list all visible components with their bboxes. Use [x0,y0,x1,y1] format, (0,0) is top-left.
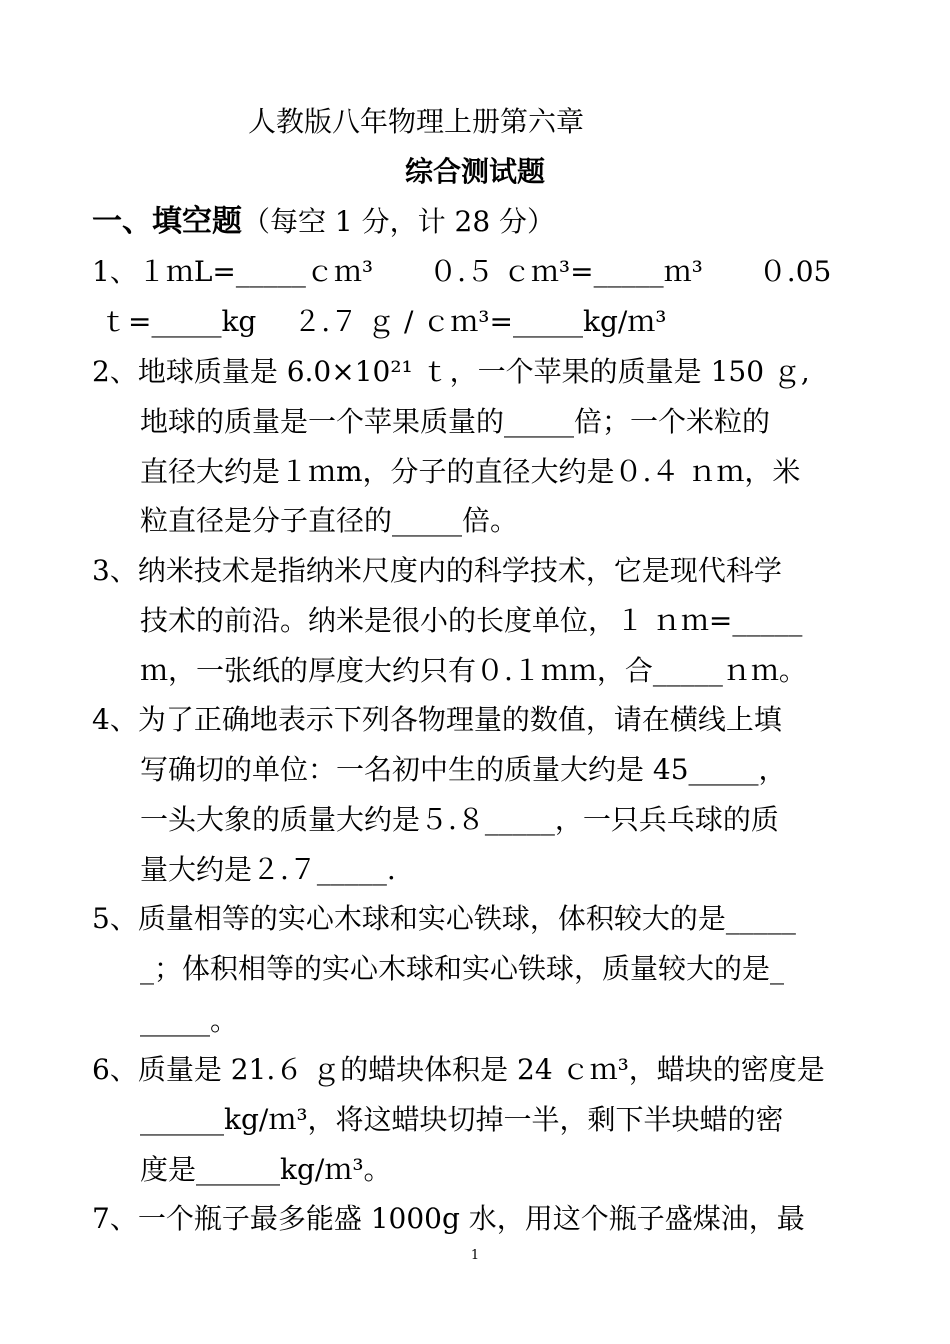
question-3-line-3: ｍ，一张纸的厚度大约只有０.１ｍｍ，合_____ｎｍ。 [140,654,807,687]
question-2-line-2: 地球的质量是一个苹果质量的_____倍；一个米粒的 [140,405,771,438]
question-4-line-4: 量大约是２.７_____. [140,853,396,886]
question-5-line-1: 5、质量相等的实心木球和实心铁球，体积较大的是_____ [92,902,796,935]
question-3-line-1: 3、纳米技术是指纳米尺度内的科学技术，它是现代科学 [92,554,782,587]
document-subtitle: 综合测试题 [404,155,545,188]
question-2-line-4: 粒直径是分子直径的_____倍。 [140,504,519,537]
page-number: 1 [470,1248,480,1263]
question-4-line-1: 4、为了正确地表示下列各物理量的数值，请在横线上填 [92,703,782,736]
section-heading [92,200,555,244]
question-6-line-1: 6、质量是 21.６ ｇ的蜡块体积是 24 ｃｍ³，蜡块的密度是 [92,1053,825,1086]
question-3-line-2: 技术的前沿。纳米是很小的长度单位，１ ｎｍ=_____ [140,604,803,637]
question-2-line-3: 直径大约是１ｍm，分子的直径大约是０.４ ｎｍ，米 [140,455,801,488]
question-2-line-1: 2、地球质量是 6.0×10²¹ ｔ，一个苹果的质量是 150 ｇ, [92,355,810,388]
question-4-line-2: 写确切的单位：一名初中生的质量大约是 45_____， [140,753,787,786]
question-6-line-3: 度是______kg/ｍ³。 [140,1153,392,1186]
question-5-line-2: _；体积相等的实心木球和实心铁球，质量较大的是_ [140,952,785,985]
question-6-line-2: ______kg/ｍ³，将这蜡块切掉一半，剩下半块蜡的密 [140,1103,784,1136]
question-4-line-3: 一头大象的质量大约是５.８_____，一只兵乓球的质 [140,803,779,836]
section-heading-note: （每空 1 分，计 28 分） [242,205,556,238]
question-7-line-1: 7、一个瓶子最多能盛 1000g 水，用这个瓶子盛煤油，最 [92,1202,805,1235]
question-1-line-1: 1、１ｍL=_____ｃｍ³ ０.５ ｃｍ³=_____ｍ³ ０.05 [92,255,832,288]
question-5-line-3: _____。 [140,1004,239,1037]
question-1-line-2: ｔ=_____kg ２.７ ｇ / ｃｍ³=_____kg/ｍ³ [100,305,667,338]
document-title: 人教版八年物理上册第六章 [248,105,585,138]
section-heading-label: 一、填空题 [92,204,242,239]
